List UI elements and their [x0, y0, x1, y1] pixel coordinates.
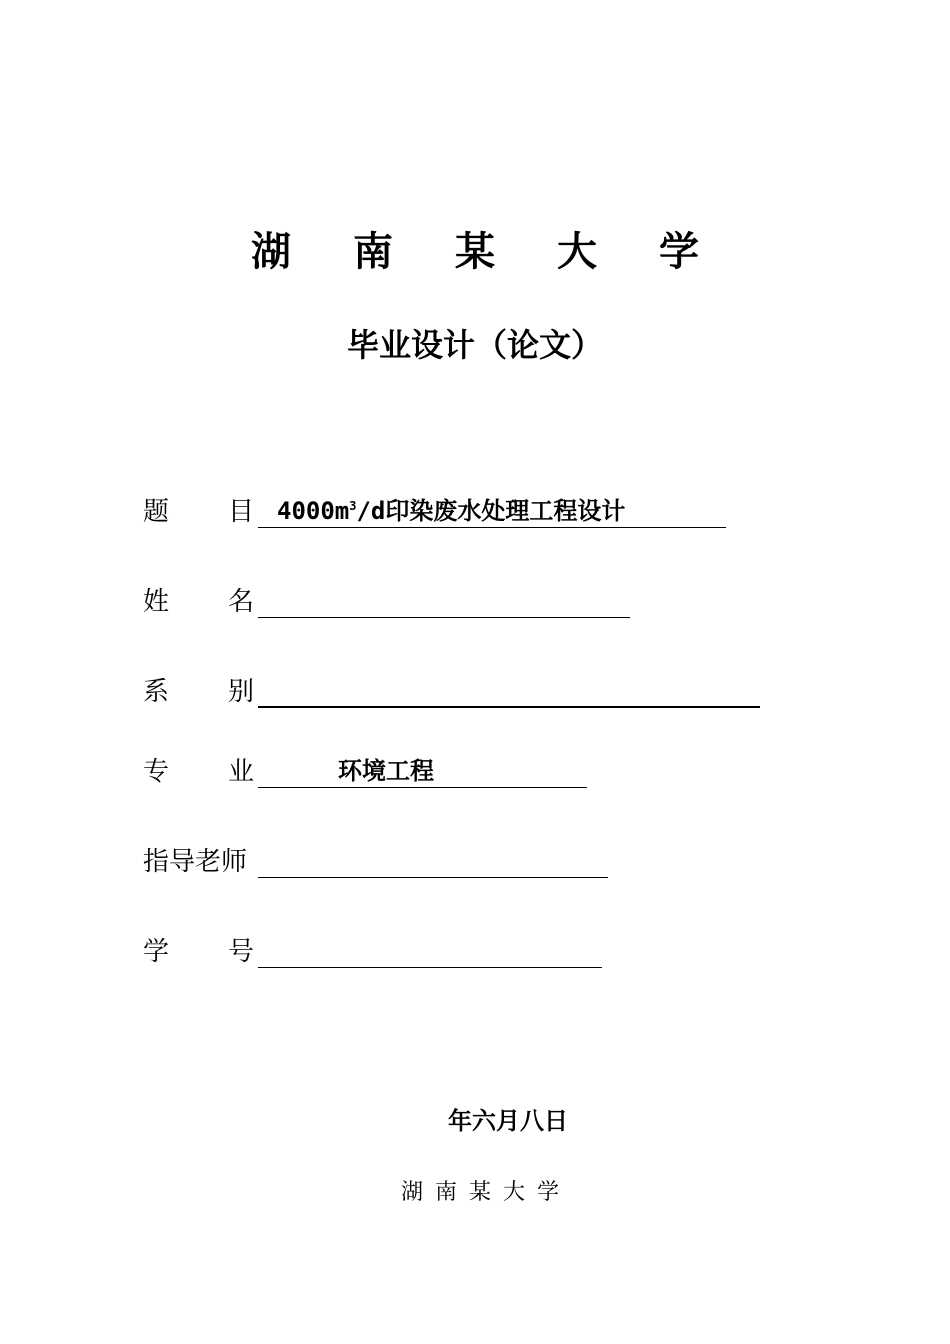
university-title	[0, 224, 950, 280]
footer-university-char: 学	[537, 1180, 560, 1205]
field-label-char: 别	[228, 677, 255, 707]
field-name-underline	[258, 617, 630, 618]
title-value-superscript: 3	[349, 499, 357, 513]
field-label-char: 名	[228, 587, 255, 617]
field-title-value	[277, 496, 625, 526]
field-advisor	[143, 842, 623, 882]
university-title-char: 湖	[251, 228, 291, 275]
footer-university-char: 某	[468, 1180, 491, 1205]
university-title-char: 学	[659, 228, 699, 275]
field-title-underline	[258, 527, 726, 528]
title-value-prefix: 4000m	[277, 497, 350, 525]
university-title-char: 南	[353, 228, 393, 275]
field-major-underline	[258, 787, 587, 788]
footer-university-char: 湖	[400, 1180, 423, 1205]
field-label-char: 姓	[143, 587, 170, 617]
university-title-char: 大	[557, 228, 597, 275]
field-label-char: 专	[143, 757, 170, 787]
footer-university-char: 南	[434, 1180, 457, 1205]
field-name	[143, 582, 643, 622]
field-major-value: 环境工程	[338, 756, 434, 785]
field-label-char: 号	[228, 937, 255, 967]
field-label-char: 题	[143, 497, 170, 527]
field-student-id-underline	[258, 967, 602, 968]
footer-university	[0, 1178, 950, 1208]
field-advisor-label-text: 指导老师	[143, 847, 248, 877]
field-label-char: 目	[228, 497, 255, 527]
university-title-char: 某	[455, 228, 495, 275]
field-advisor-underline	[258, 877, 608, 878]
field-label-char: 系	[143, 677, 170, 707]
field-department-underline	[258, 706, 760, 708]
field-student-id	[143, 932, 613, 972]
document-type-heading: 毕业设计（论文）	[346, 326, 603, 364]
field-label-char: 学	[143, 937, 170, 967]
footer-university-char: 大	[503, 1180, 526, 1205]
title-value-suffix: /d印染废水处理工程设计	[356, 497, 626, 525]
field-major	[143, 752, 603, 792]
submission-date: 年六月八日	[448, 1106, 568, 1135]
field-title	[143, 492, 733, 532]
field-label-char: 业	[228, 757, 255, 787]
field-department	[143, 672, 773, 712]
